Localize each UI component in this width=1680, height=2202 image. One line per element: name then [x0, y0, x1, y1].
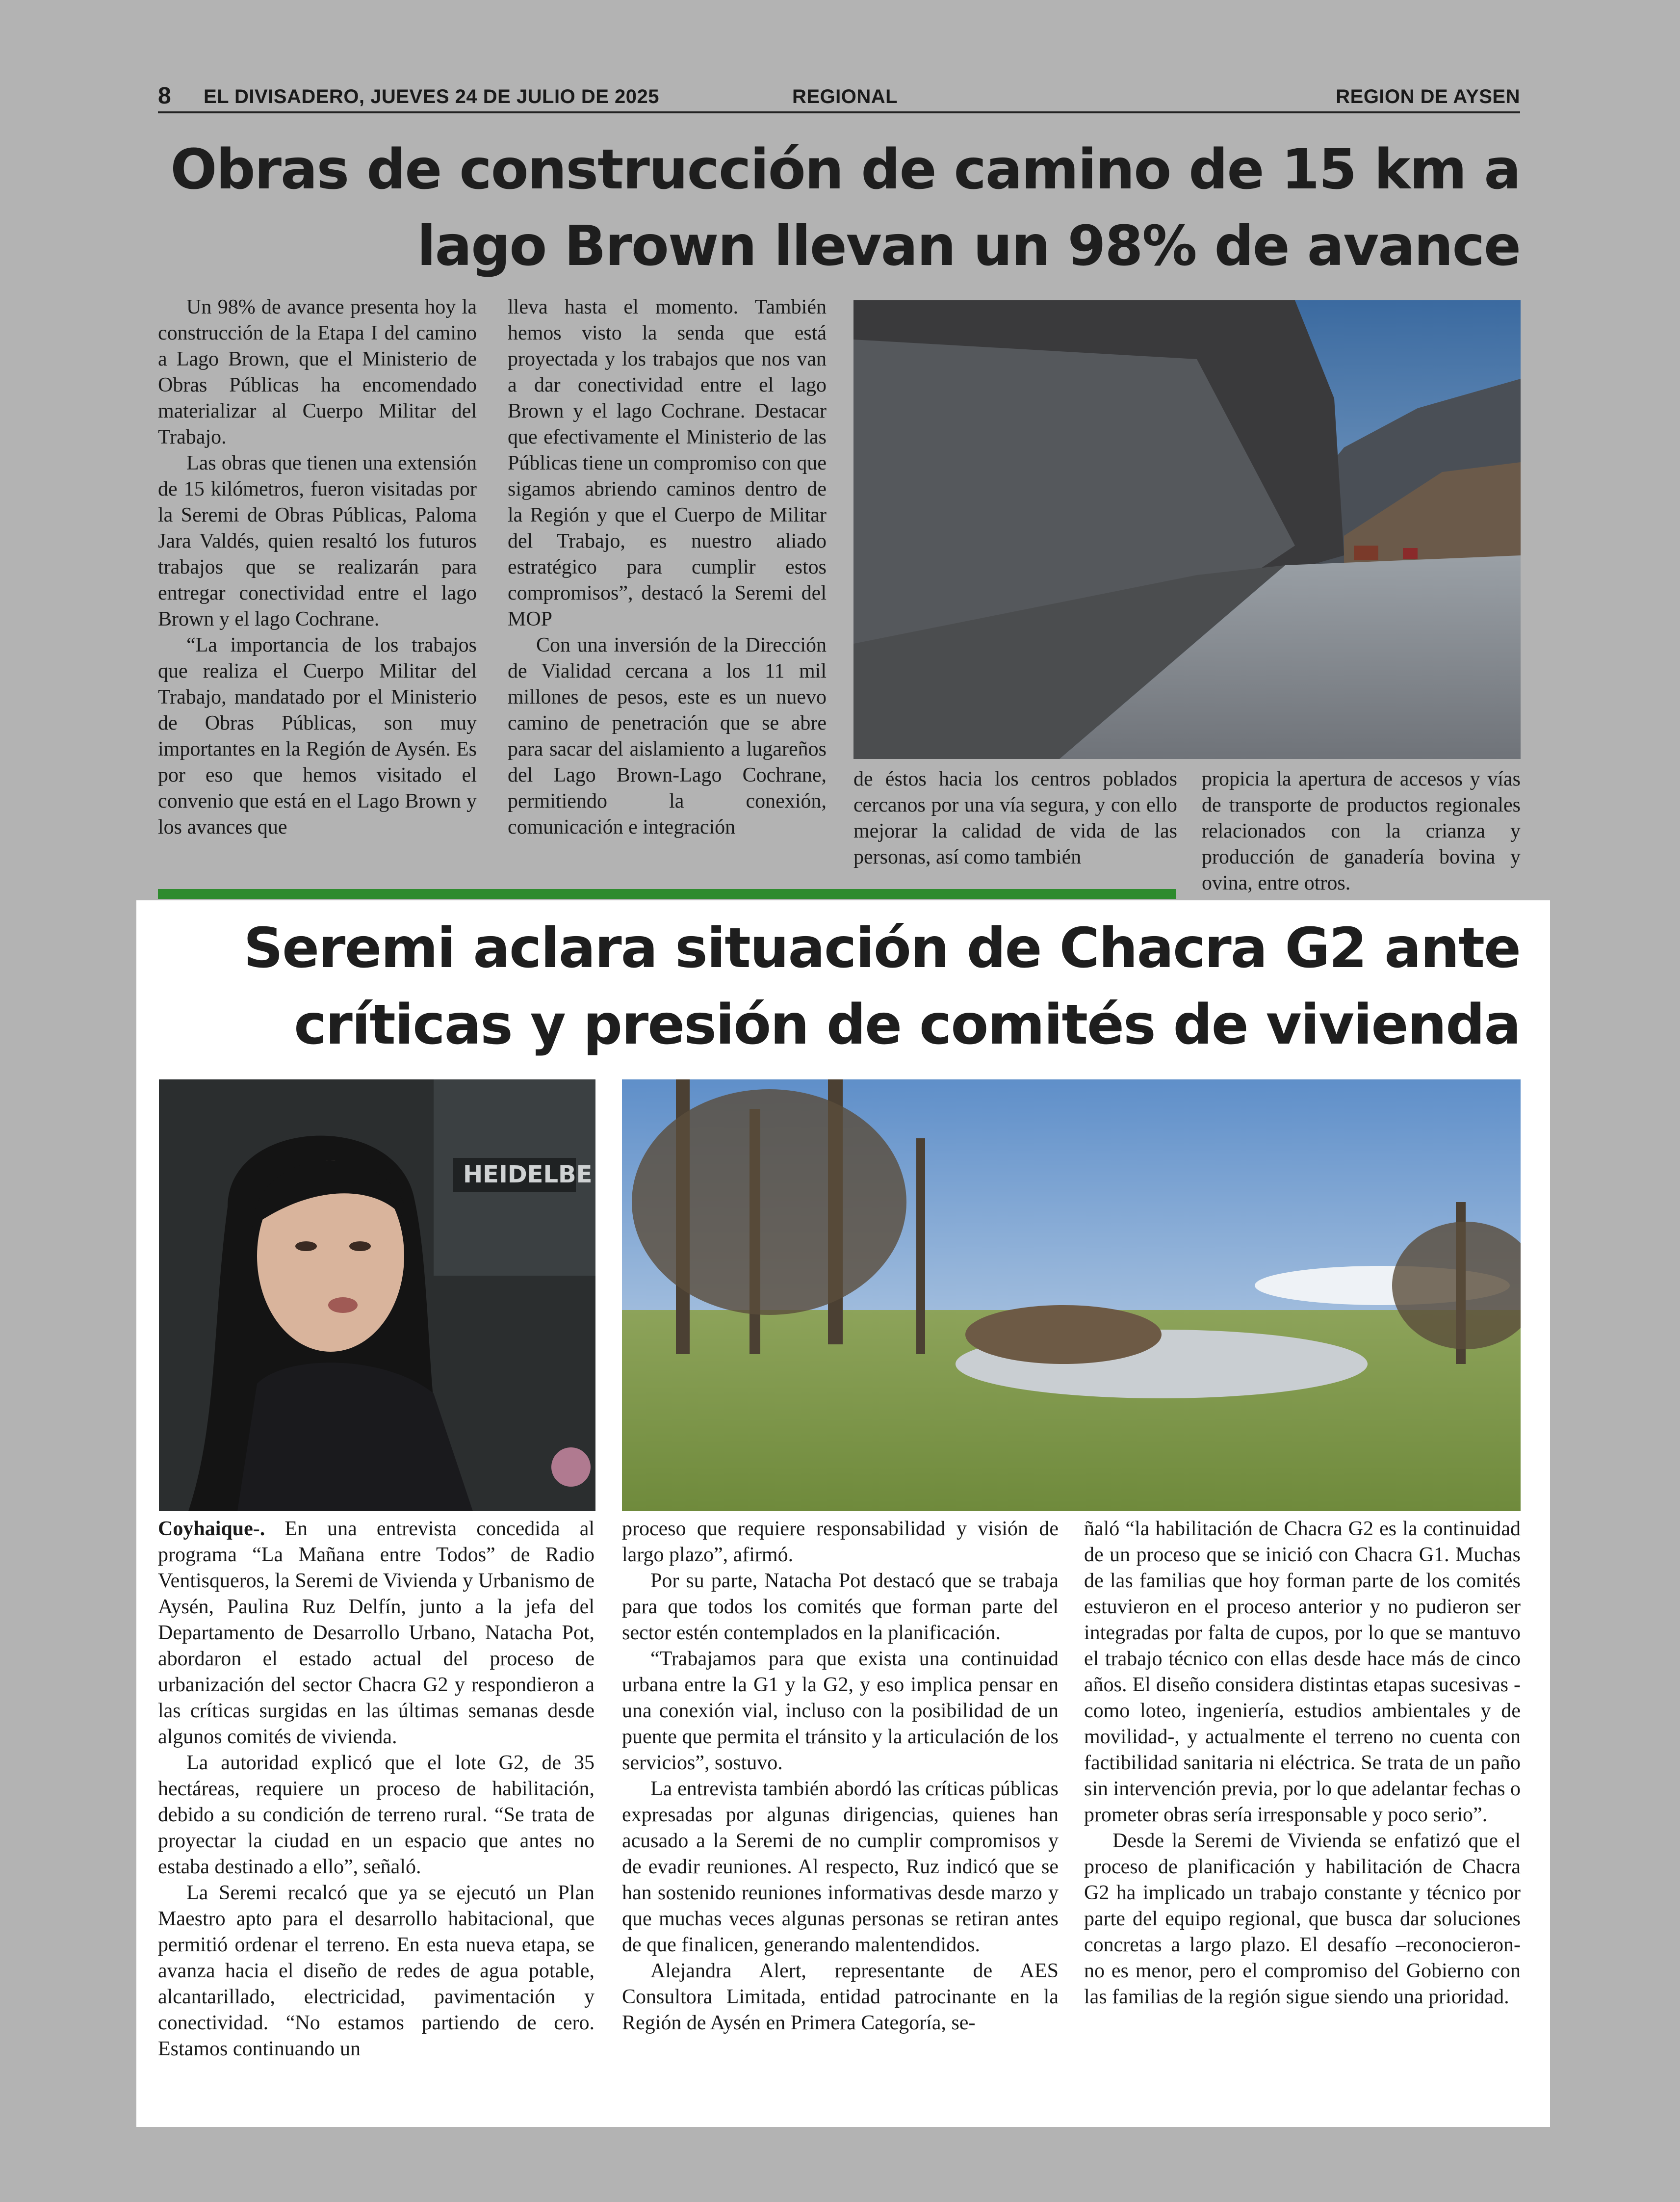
- paragraph: Con una inversión de la Dirección de Vialidad cercana a los 11 mil millones de pesos, este es un nuevo camino de penetración que se abre para sacar del aislamiento a lugareños del Lago Brown-Lago Cochrane, permitiendo la conexión, comunicación e integración: [508, 634, 827, 839]
- paragraph: La Seremi recalcó que ya se ejecutó un Plan Maestro apto para el desarrollo habitacional, que permitió ordenar el terreno. En esta nueva etapa, se avanza hacia el diseño de redes de agua potable, alcantarillado, electricidad, pavimentación y conectividad. “No estamos partiendo de cero. Estamos continuando un: [158, 1882, 594, 2060]
- photo-mountain-road: [853, 300, 1521, 759]
- paragraph: La entrevista también abordó las críticas públicas expresadas por algunas dirigencias, quienes han acusado a la Seremi de no cumplir compromisos y de evadir reuniones. Al respecto, Ruz indicó que se han sostenido reuniones informativas desde marzo y que muchas veces algunas personas se retiran antes de que finalicen, generando malentendidos.: [622, 1778, 1059, 1956]
- photo-portrait: [159, 1079, 595, 1511]
- article1-column-2: [508, 294, 827, 840]
- paragraph-text: En una entrevista concedida al programa “La Mañana entre Todos” de Radio Ventisqueros, la Seremi de Vivienda y Urbanismo de Aysén, Paulina Ruz Delfín, junto a la jefa del Departamento de Desarrollo Urbano, Natacha Pot, abordaron el estado actual del proceso de urbanización del sector Chacra G2 y respondieron a las críticas surgidas en las últimas semanas desde algunos comités de vivienda.: [158, 1518, 594, 1748]
- region-name: REGION DE AYSEN: [1336, 86, 1520, 107]
- paragraph: Por su parte, Natacha Pot destacó que se trabaja para que todos los comités que forman parte del sector estén contemplados en la planificación.: [622, 1570, 1059, 1644]
- paragraph: Alejandra Alert, representante de AES Consultora Limitada, entidad patrocinante en la Región de Aysén en Primera Categoría, se-: [622, 1960, 1059, 2034]
- paragraph: La autoridad explicó que el lote G2, de 35 hectáreas, requiere un proceso de habilitación, debido a su condición de terreno rural. “Se trata de proyectar la ciudad en un espacio que antes no estaba destinado a ello”, señaló.: [158, 1752, 594, 1878]
- paragraph: ñaló “la habilitación de Chacra G2 es la continuidad de un proceso que se inició con Chacra G1. Muchas de las familias que hoy forman parte de los comités estuvieron en el proceso anterior y no pudieron ser integradas por falta de cupos, por lo que se mantuvo el trabajo técnico con ellas desde hace más de cinco años. El diseño considera distintas etapas sucesivas -como loteo, ingeniería, estudios ambientales y de movilidad-, y actualmente el terreno no cuenta con factibilidad sanitaria ni eléctrica. Se trata de un paño sin intervención previa, por lo que adelantar fechas o prometer obras sería irresponsable y poco serio”.: [1084, 1518, 1521, 1826]
- paragraph: [158, 1516, 594, 1750]
- paragraph: proceso que requiere responsabilidad y visión de largo plazo”, afirmó.: [622, 1518, 1059, 1566]
- article2-column-2: [622, 1516, 1059, 2036]
- paragraph: “La importancia de los trabajos que realiza el Cuerpo Militar del Trabajo, mandatado por el Ministerio de Obras Públicas, son muy importantes en la Región de Aysén. Es por eso que hemos visitado el convenio que está en el Lago Brown y los avances que: [158, 634, 477, 839]
- paragraph: propicia la apertura de accesos y vías de transporte de productos regionales relacionados con la crianza y producción de ganadería bovina y ovina, entre otros.: [1202, 768, 1521, 894]
- article1-column-3: [853, 766, 1177, 870]
- section-divider: [158, 889, 1176, 899]
- paragraph: Un 98% de avance presenta hoy la construcción de la Etapa I del camino a Lago Brown, que el Ministerio de Obras Públicas ha encomendado materializar al Cuerpo Militar del Trabajo.: [158, 296, 477, 448]
- publication-date: EL DIVISADERO, JUEVES 24 DE JULIO DE 2025: [204, 86, 659, 107]
- paragraph: Desde la Seremi de Vivienda se enfatizó que el proceso de planificación y habilitación de Chacra G2 ha implicado un trabajo constante y técnico por parte del equipo regional, que busca dar soluciones concretas a largo plazo. El desafío –reconocieron- no es menor, pero el compromiso del Gobierno con las familias de la región sigue siendo una prioridad.: [1084, 1830, 1521, 2008]
- dateline: Coyhaique-.: [158, 1518, 265, 1540]
- article2-headline: Seremi aclara situación de Chacra G2 ante críticas y presión de comités de vivienda: [243, 917, 1520, 1057]
- header-rule: [158, 111, 1520, 113]
- article2-column-1: [158, 1516, 594, 2062]
- page-number: 8: [158, 83, 172, 109]
- paragraph: “Trabajamos para que exista una continuidad urbana entre la G1 y la G2, y eso implica pensar en una conexión vial, incluso con la posibilidad de un puente que permita el tránsito y la articulación de los servicios”, sostuvo.: [622, 1648, 1059, 1774]
- photo-rural-field: [622, 1079, 1521, 1511]
- article2-column-3: [1084, 1516, 1521, 2010]
- article1-column-4: [1202, 766, 1521, 896]
- paragraph: Las obras que tienen una extensión de 15 kilómetros, fueron visitadas por la Seremi de Obras Públicas, Paloma Jara Valdés, quien resaltó los futuros trabajos que se realizarán para entregar conectividad entre el lago Brown y el lago Cochrane.: [158, 452, 477, 630]
- section-name: REGIONAL: [792, 86, 898, 107]
- article1-headline: Obras de construcción de camino de 15 km a lago Brown llevan un 98% de avance: [170, 138, 1520, 278]
- svg-text:HEIDELBE: HEIDELBE: [463, 1161, 593, 1188]
- paragraph: de éstos hacia los centros poblados cercanos por una vía segura, y con ello mejorar la calidad de vida de las personas, así como también: [853, 768, 1177, 868]
- article1-column-1: [158, 294, 477, 840]
- paragraph: lleva hasta el momento. También hemos visto la senda que está proyectada y los trabajos que nos van a dar conectividad entre el lago Brown y el lago Cochrane. Destacar que efectivamente el Ministerio de las Públicas tiene un compromiso con que sigamos abriendo caminos dentro de la Región y que el Cuerpo de Militar del Trabajo, es nuestro aliado estratégico para cumplir estos compromisos”, destacó la Seremi del MOP: [508, 296, 827, 630]
